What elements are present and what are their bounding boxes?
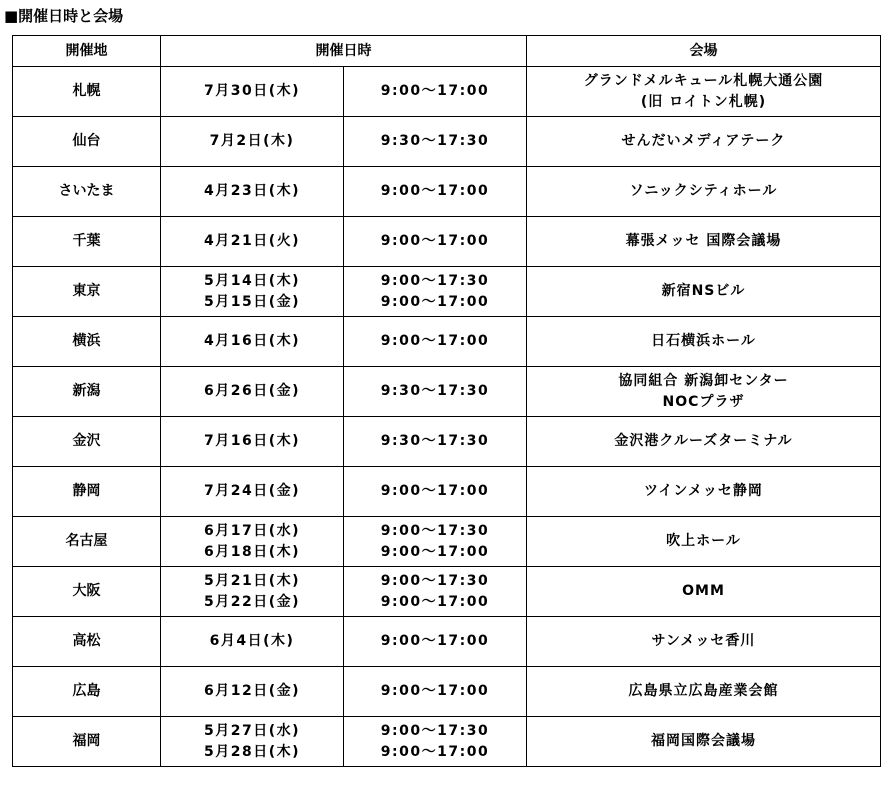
place-cell: 福岡 [13,717,161,767]
date-text: 5月15日(金) [203,293,301,310]
venue-cell [527,217,881,267]
venue-text: ソニックシティホール [629,183,778,199]
date-cell [161,217,344,267]
table-body [13,67,881,767]
date-cell [161,517,344,567]
place-cell: 名古屋 [13,517,161,567]
table-row [13,367,881,417]
date-text: 5月21日(木) [203,572,301,589]
time-text: 9:00～17:30 [380,572,490,589]
table-row [13,167,881,217]
time-text: 9:00～17:00 [380,683,490,699]
venue-cell [527,117,881,167]
date-cell [161,367,344,417]
time-text: 9:00～17:30 [380,522,490,539]
date-text: 6月26日(金) [203,383,301,399]
time-text: 9:00～17:00 [380,233,490,249]
section-title: ■開催日時と会場 [4,7,124,25]
time-text: 9:00～17:00 [380,743,490,760]
venue-text: 新宿NSビル [661,283,746,299]
time-text: 9:00～17:00 [380,593,490,610]
header-venue: 会場 [527,36,881,67]
place-cell: 札幌 [13,67,161,117]
venue-cell [527,167,881,217]
place-cell: 広島 [13,667,161,717]
date-text: 5月27日(水) [203,722,301,739]
venue-text: 広島県立広島産業会館 [628,683,779,699]
venue-text: (旧 ロイトン札幌) [640,93,767,110]
venue-cell [527,267,881,317]
time-text: 9:30～17:30 [380,433,490,449]
date-text: 7月24日(金) [203,483,301,499]
schedule-table [12,35,881,767]
time-text: 9:00～17:00 [380,483,490,499]
table-row [13,567,881,617]
venue-text: 吹上ホール [666,533,741,549]
date-cell [161,317,344,367]
venue-cell [527,517,881,567]
date-cell [161,467,344,517]
time-text: 9:30～17:30 [380,383,490,399]
time-cell [344,417,527,467]
place-cell: 新潟 [13,367,161,417]
place-cell: さいたま [13,167,161,217]
time-cell [344,567,527,617]
date-cell [161,567,344,617]
header-datetime: 開催日時 [161,36,527,67]
date-cell [161,267,344,317]
date-text: 4月16日(木) [203,333,301,349]
date-text: 6月4日(木) [209,633,295,649]
time-cell [344,267,527,317]
header-row [13,36,881,67]
venue-text: 幕張メッセ 国際会議場 [625,233,782,249]
table-row [13,417,881,467]
date-text: 7月16日(木) [203,433,301,449]
time-text: 9:00～17:00 [380,543,490,560]
date-cell [161,667,344,717]
venue-cell [527,667,881,717]
table-row [13,267,881,317]
table-row [13,467,881,517]
time-text: 9:00～17:30 [380,272,490,289]
venue-text: せんだいメディアテーク [621,133,786,149]
date-text: 4月21日(火) [203,233,301,249]
place-cell: 高松 [13,617,161,667]
time-text: 9:00～17:00 [380,333,490,349]
time-cell [344,367,527,417]
venue-text: ツインメッセ静岡 [644,483,763,499]
date-cell [161,117,344,167]
time-cell [344,467,527,517]
venue-text: 日石横浜ホール [651,333,756,349]
table-row [13,217,881,267]
venue-cell [527,67,881,117]
venue-cell [527,617,881,667]
place-cell: 静岡 [13,467,161,517]
time-text: 9:00～17:00 [380,633,490,649]
date-text: 5月14日(木) [203,272,301,289]
venue-text: サンメッセ香川 [651,633,756,649]
time-cell [344,617,527,667]
date-text: 7月2日(木) [209,133,295,149]
date-cell [161,417,344,467]
date-text: 6月17日(水) [203,522,301,539]
table-row [13,667,881,717]
time-text: 9:00～17:00 [380,183,490,199]
date-text: 6月18日(木) [203,543,301,560]
time-cell [344,517,527,567]
table-row [13,717,881,767]
table-row [13,117,881,167]
time-cell [344,167,527,217]
place-cell: 金沢 [13,417,161,467]
header-place: 開催地 [13,36,161,67]
venue-cell [527,717,881,767]
venue-cell [527,417,881,467]
table-row [13,517,881,567]
place-cell: 大阪 [13,567,161,617]
time-cell [344,667,527,717]
time-cell [344,717,527,767]
venue-cell [527,567,881,617]
table-row [13,67,881,117]
place-cell: 仙台 [13,117,161,167]
table-header [13,36,881,67]
time-text: 9:00～17:30 [380,722,490,739]
time-cell [344,67,527,117]
venue-text: 協同組合 新潟卸センター [618,372,789,389]
time-text: 9:00～17:00 [380,83,490,99]
venue-text: 金沢港クルーズターミナル [614,433,793,449]
venue-text: グランドメルキュール札幌大通公園 [583,72,824,89]
date-cell [161,167,344,217]
date-text: 4月23日(木) [203,183,301,199]
venue-cell [527,467,881,517]
time-text: 9:30～17:30 [380,133,490,149]
date-cell [161,67,344,117]
table-row [13,317,881,367]
date-text: 5月22日(金) [203,593,301,610]
place-cell: 横浜 [13,317,161,367]
date-text: 5月28日(木) [203,743,301,760]
date-cell [161,717,344,767]
time-text: 9:00～17:00 [380,293,490,310]
date-cell [161,617,344,667]
venue-text: OMM [682,583,725,599]
venue-text: 福岡国際会議場 [651,733,756,749]
time-cell [344,217,527,267]
venue-cell [527,367,881,417]
place-cell: 千葉 [13,217,161,267]
time-cell [344,117,527,167]
time-cell [344,317,527,367]
venue-text: NOCプラザ [662,393,745,410]
date-text: 6月12日(金) [203,683,301,699]
date-text: 7月30日(木) [203,83,301,99]
table-row [13,617,881,667]
venue-cell [527,317,881,367]
place-cell: 東京 [13,267,161,317]
